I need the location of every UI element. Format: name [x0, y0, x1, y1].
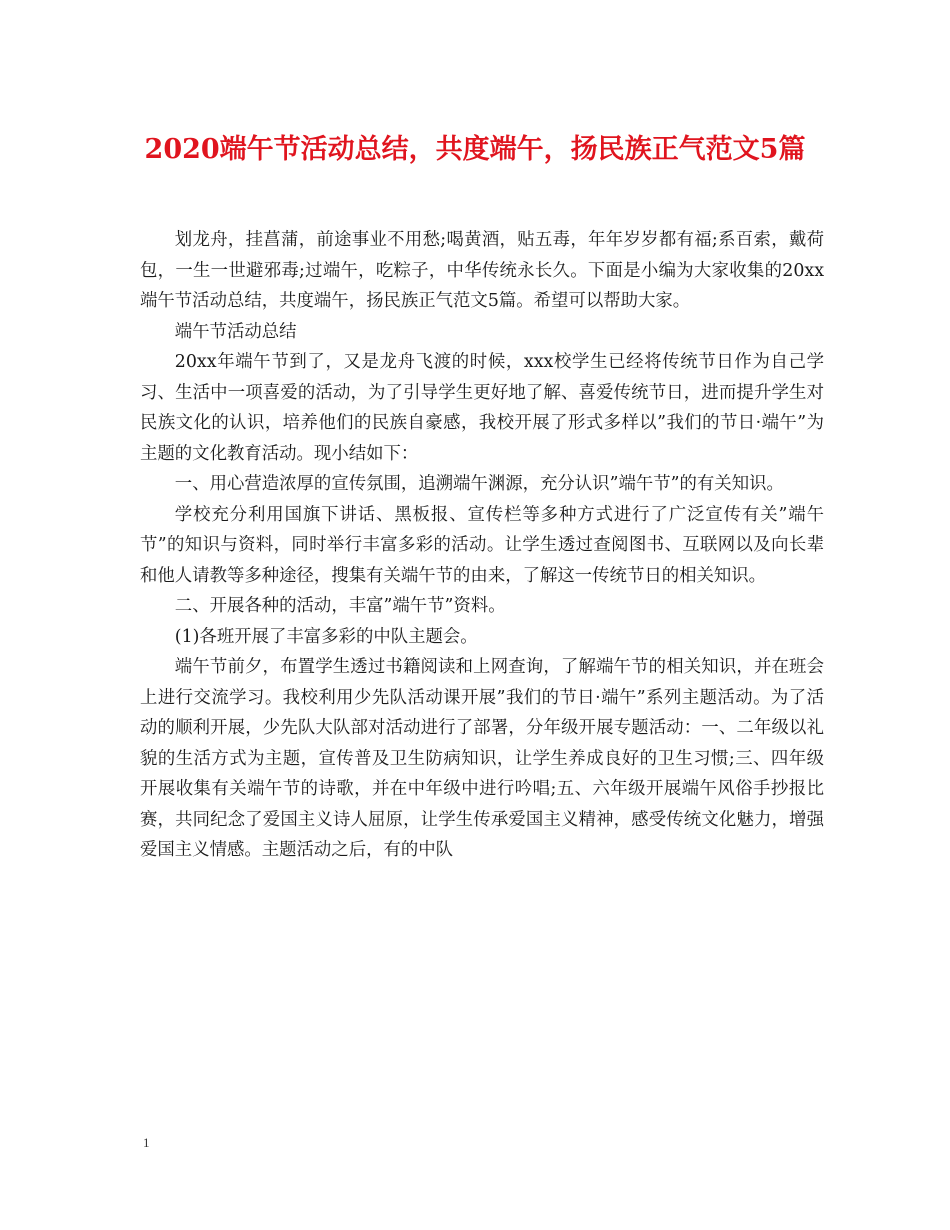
sub-point-1: (1)各班开展了丰富多彩的中队主题会。 — [174, 626, 478, 647]
document-body — [140, 225, 824, 866]
section-point-2: 二、开展各种的活动，丰富”端午节”资料。 — [174, 596, 506, 616]
body-paragraph: 20xx年端午节到了，又是龙舟飞渡的时候，xxx校学生已经将传统节日作为自己学习、生活中一项喜爱的活动，为了引导学生更好地了解、喜爱传统节日，进而提升学生对民族文化的认识，培养他们的民族自豪感，我校开展了形式多样以”我们的节日·端午”为主题的文化教育活动。现小结如下： — [140, 352, 824, 464]
body-paragraph: 学校充分利用国旗下讲话、黑板报、宣传栏等多种方式进行了广泛宣传有关”端午节”的知识与资料，同时举行丰富多彩的活动。让学生透过查阅图书、互联网以及向长辈和他人请教等多种途径，搜集有关端午节的由来，了解这一传统节日的相关知识。 — [140, 504, 824, 586]
section-heading: 端午节活动总结 — [174, 321, 297, 342]
body-paragraph: 端午节前夕，布置学生透过书籍阅读和上网查询，了解端午节的相关知识，并在班会上进行交流学习。我校利用少先队活动课开展”我们的节日·端午”系列主题活动。为了活动的顺利开展，少先队大队部对活动进行了部署，分年级开展专题活动：一、二年级以礼貌的生活方式为主题，宣传普及卫生防病知识，让学生养成良好的卫生习惯;三、四年级开展收集有关端午节的诗歌，并在中年级中进行吟唱;五、六年级开展端午风俗手抄报比赛，共同纪念了爱国主义诗人屈原，让学生传承爱国主义精神，感受传统文化魅力，增强爱国主义情感。主题活动之后，有的中队 — [140, 657, 824, 860]
document-title: 2020端午节活动总结，共度端午，扬民族正气范文5篇 — [144, 134, 806, 165]
page-number: 1 — [143, 1135, 150, 1150]
intro-paragraph: 划龙舟，挂菖蒲，前途事业不用愁;喝黄酒，贴五毒，年年岁岁都有福;系百索，戴荷包，一生一世避邪毒;过端午，吃粽子，中华传统永长久。下面是小编为大家收集的20xx端午节活动总结，共度端午，扬民族正气范文5篇。希望可以帮助大家。 — [140, 230, 824, 311]
section-point-1: 一、用心营造浓厚的宣传氛围，追溯端午渊源，充分认识”端午节”的有关知识。 — [174, 474, 784, 494]
